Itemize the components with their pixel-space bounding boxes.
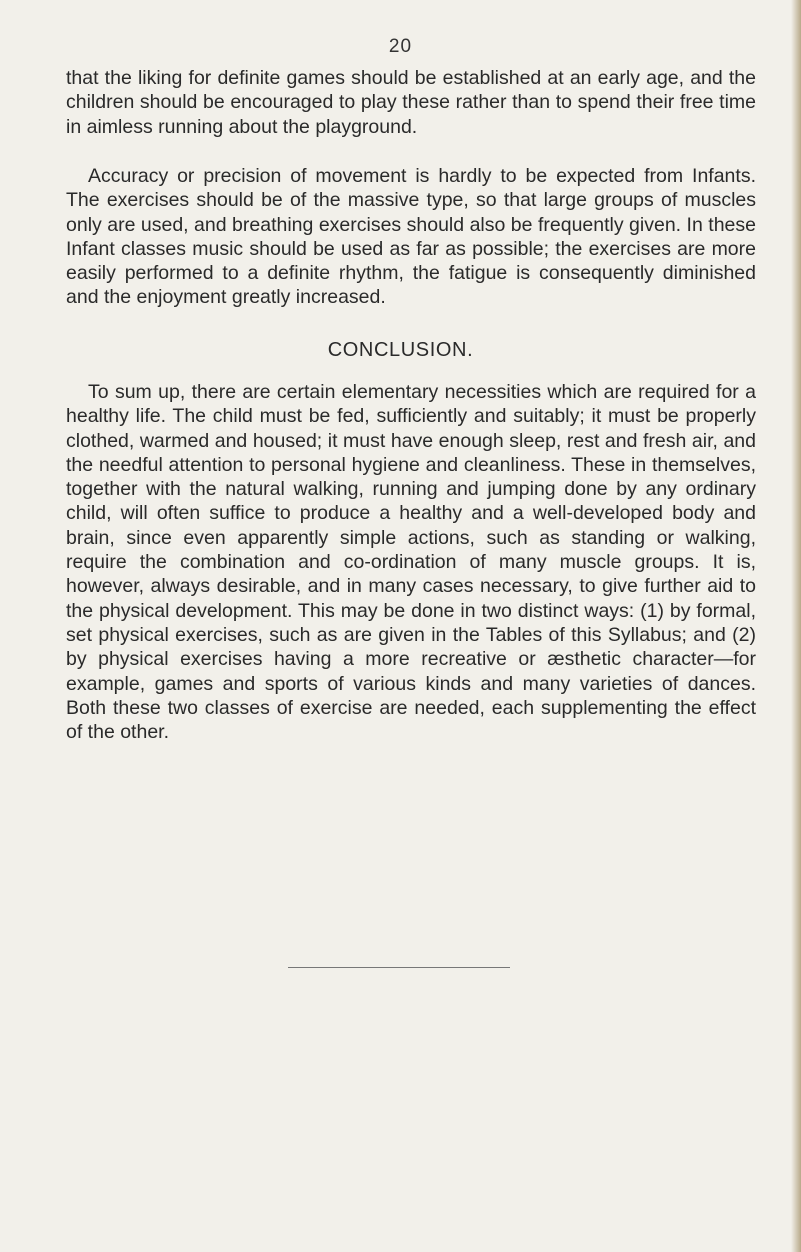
paragraph-conclusion: To sum up, there are certain elementary necessities which are required for a healthy life. The child must be fed, sufficiently and suitably; it must be properly clothed, warmed and housed; it must have enough sleep, rest and fresh air, and the needful attention to personal hygiene and cleanliness. These in themselves, together with the natural walking, running and jumping done by any ordinary child, will often suffice to produce a healthy and a well-developed body and brain, since even apparently simple actions, such as standing or walking, require the combination and co-ordination of many muscle groups. It is, however, always desirable, and in many cases necessary, to give further aid to the physical development. This may be done in two distinct ways: (1) by formal, set physical exercises, such as are given in the Tables of this Syllabus; and (2) by physical exercises having a more recreative or æsthetic character—for example, games and sports of various kinds and many varieties of dances. Both these two classes of exercise are needed, each supplementing the effect of the other. [66,381,756,744]
paragraph-infants: Accuracy or precision of movement is hardly to be expected from Infants. The exercises should be of the massive type, so that large groups of muscles only are used, and breathing exercises should also be frequently given. In these Infant classes music should be used as far as possible; the exercises are more easily performed to a definite rhythm, the fatigue is consequently diminished and the enjoyment greatly increased. [66,165,756,309]
section-heading: CONCLUSION. [327,339,474,361]
page-number: 20 [388,36,413,57]
footer-rule [288,967,510,968]
paragraph-continuation: that the liking for definite games should be established at an early age, and the children should be encouraged to play these rather than to spend their free time in aimless running about the playground. [66,67,756,138]
page-edge-shadow [791,0,801,1252]
